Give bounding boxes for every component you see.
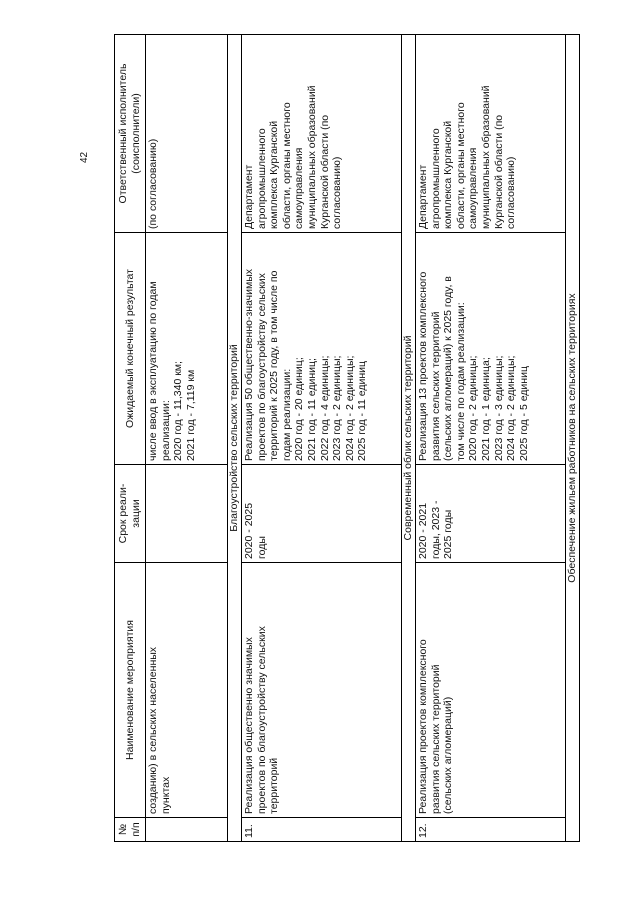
section-title: Современный облик сельских территорий bbox=[402, 35, 416, 842]
header-num: № п/п bbox=[115, 818, 146, 842]
cell-result: Реализация 50 общественно-значимых проектов по благоустройству сельских территорий к 2025 году, в том числе по годам реализации: 2020 год - 20 единиц; 2021 год - 11 единиц; 2022 год - 4 единицы; 2023 год - 2 единицы; 2024 год - 2 единицы; 2025 год - 11 единиц bbox=[242, 233, 402, 465]
cell-executor: Департамент агропромышленного комплекса Курганской области, органы местного самоуправления муниципальных образований Курганской области (по согласованию) bbox=[242, 35, 402, 233]
section-title: Обеспечение жильем работников на сельских территориях bbox=[566, 35, 580, 842]
cell-result: числе ввод в эксплуатацию по годам реализации: 2020 год - 11,340 км; 2021 год - 7,119 км bbox=[146, 233, 228, 465]
section-title: Благоустройство сельских территорий bbox=[228, 35, 242, 842]
cell-executor: (по согласованию) bbox=[146, 35, 228, 233]
cell-term: 2020 - 2021 годы, 2023 - 2025 годы bbox=[416, 465, 566, 563]
rotated-table-container bbox=[114, 35, 605, 842]
table-row-11 bbox=[242, 35, 402, 842]
header-executor: Ответственный исполнитель (соисполнители) bbox=[115, 35, 146, 233]
cell-num: 11. bbox=[242, 818, 402, 842]
cell-name: Реализация общественно значимых проектов по благоустройству сельских территорий bbox=[242, 563, 402, 818]
cell-num: 12. bbox=[416, 818, 566, 842]
cell-name: Реализация проектов комплексного развития сельских территорий (сельских агломераций) bbox=[416, 563, 566, 818]
cell-term bbox=[146, 465, 228, 563]
page-number: 42 bbox=[79, 151, 90, 163]
cell-num bbox=[146, 818, 228, 842]
table-row-continued bbox=[146, 35, 228, 842]
section-row-modern-look bbox=[402, 35, 416, 842]
table-header-row bbox=[115, 35, 146, 842]
header-name: Наименование мероприятия bbox=[115, 563, 146, 818]
cell-name: созданию) в сельских населенных пунктах bbox=[146, 563, 228, 818]
table-row-12 bbox=[416, 35, 566, 842]
cell-term: 2020 - 2025 годы bbox=[242, 465, 402, 563]
cell-result: Реализация 13 проектов комплексного развития сельских территорий (сельских агломераций) к 2025 году, в том числе по годам реализации: 2020 год - 2 единицы; 2021 год - 1 единица; 2023 год - 3 единицы; 2024 год - 2 единицы; 2025 год - 5 единиц bbox=[416, 233, 566, 465]
measures-table bbox=[114, 34, 580, 842]
section-row-landscaping bbox=[228, 35, 242, 842]
header-term: Срок реали- зации bbox=[115, 465, 146, 563]
cell-executor: Департамент агропромышленного комплекса Курганской области, органы местного самоуправления муниципальных образований Курганской области (по согласованию) bbox=[416, 35, 566, 233]
section-row-housing bbox=[566, 35, 580, 842]
header-result: Ожидаемый конечный результат bbox=[115, 233, 146, 465]
